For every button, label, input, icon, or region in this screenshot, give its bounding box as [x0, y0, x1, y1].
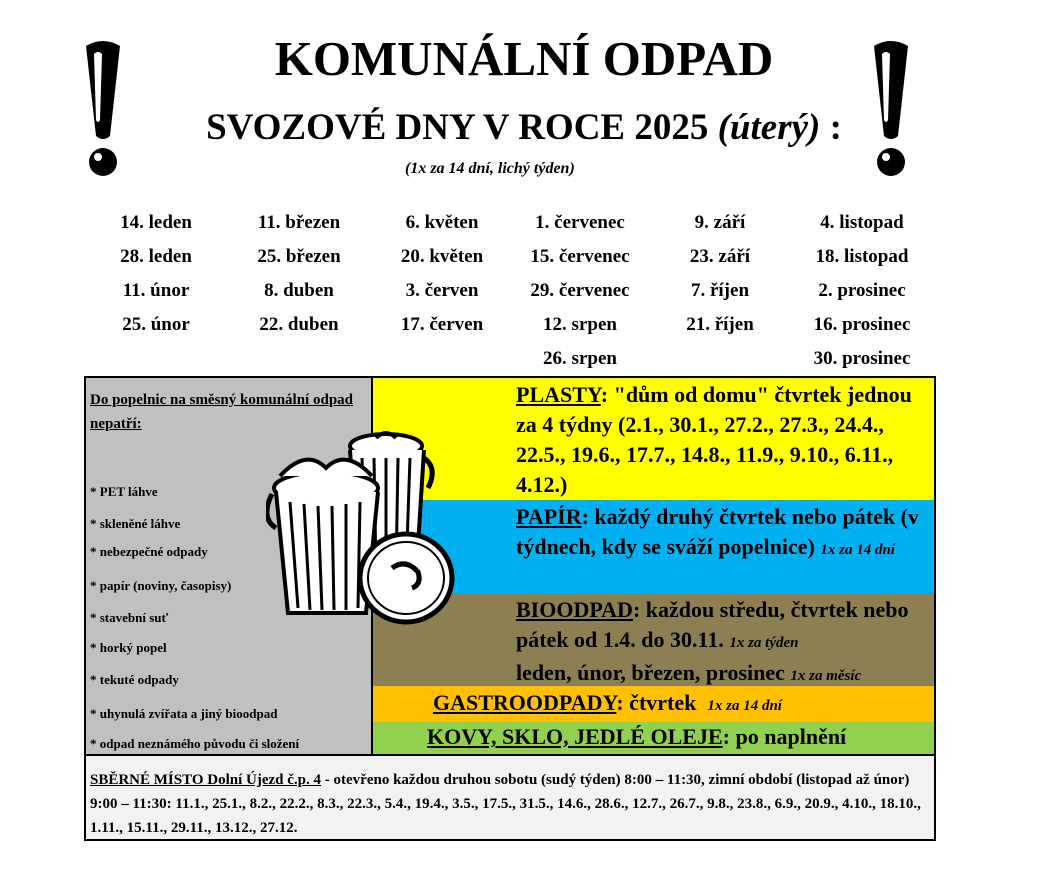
prohibited-item: * skleněné láhve: [90, 516, 181, 531]
subtitle-main: SVOZOVÉ DNY V ROCE 2025: [206, 107, 709, 148]
date-item: 2. prosinec: [818, 280, 906, 301]
papir-frequency: 1x za 14 dní: [820, 542, 895, 558]
date-item: 25. únor: [122, 314, 190, 335]
kovy-section: [373, 722, 934, 754]
prohibited-item: * stavební suť: [90, 610, 169, 625]
trash-bins-illustration: [266, 428, 466, 628]
date-item: 11. březen: [257, 212, 341, 233]
schedule-note: (1x za 14 dní, lichý týden): [405, 160, 575, 177]
waste-info-table: [84, 376, 936, 841]
kovy-text: : po naplnění: [722, 724, 847, 749]
date-item: 1. červenec: [535, 212, 625, 233]
prohibited-item: * PET láhve: [90, 484, 158, 499]
plasty-label: PLASTY: [516, 382, 601, 407]
date-item: 25. březen: [257, 246, 341, 267]
date-item: 4. listopad: [820, 212, 904, 233]
date-item: 26. srpen: [543, 348, 617, 369]
kovy-label: KOVY, SKLO, JEDLÉ OLEJE: [427, 724, 723, 749]
page-subtitle: [0, 106, 1048, 149]
date-item: 12. srpen: [543, 314, 617, 335]
date-item: 3. červen: [405, 280, 479, 301]
date-item: 18. listopad: [815, 246, 909, 267]
gastro-text: : čtvrtek: [616, 690, 697, 715]
date-item: 15. červenec: [530, 246, 630, 267]
subtitle-day: (úterý): [717, 107, 821, 148]
prohibited-item: * nebezpečné odpady: [90, 544, 208, 559]
prohibited-heading: Do popelnic na směsný komunální odpad nepatří:: [90, 392, 353, 432]
dates-column-mar-apr: [243, 210, 355, 346]
bio-text: : každou středu, čtvrtek nebo pátek od 1.4. do 30.11.: [516, 597, 909, 652]
gastro-frequency: 1x za 14 dní: [707, 698, 782, 714]
page-title: KOMUNÁLNÍ ODPAD: [274, 31, 774, 86]
bio-winter-months: leden, únor, březen, prosinec: [516, 660, 785, 685]
prohibited-item: * papír (noviny, časopisy): [90, 578, 232, 593]
dates-column-nov-dec: [800, 210, 924, 380]
plasty-text: : "dům od domu" čtvrtek jednou za 4 týdny (2.1., 30.1., 27.2., 27.3., 24.4., 22.5., 19.6., 17.7., 14.8., 11.9., 9.10., 6.11., 4.12.): [516, 382, 912, 497]
date-item: 7. říjen: [690, 280, 750, 301]
collection-point-text: - otevřeno každou druhou sobotu (sudý týden) 8:00 – 11:30, zimní období (listopad až únor) 9:00 – 11:30: 11.1., 25.1., 8.2., 22.2., 8.3., 22.3., 5.4., 19.4., 3.5., 17.5., 31.5., 14.6., 28.6., 12.7., 26.7., 9.8., 23.8., 6.9., 20.9., 4.10., 18.10., 1.11., 15.11., 29.11., 13.12., 27.12.: [90, 772, 921, 836]
date-item: 20. květen: [400, 246, 484, 267]
dates-column-sep-oct: [672, 210, 768, 346]
date-item: 16. prosinec: [813, 314, 911, 335]
date-item: 17. červen: [400, 314, 484, 335]
date-item: 28. leden: [120, 246, 192, 267]
gastro-section: [373, 686, 934, 722]
date-item: 14. leden: [120, 212, 192, 233]
gastro-label: GASTROODPADY: [433, 690, 617, 715]
date-item: 9. září: [694, 212, 746, 233]
papir-label: PAPÍR: [516, 504, 582, 529]
date-item: 22. duben: [259, 314, 339, 335]
dates-column-jul-aug: [515, 210, 645, 380]
date-item: 23. září: [689, 246, 751, 267]
date-item: 6. květen: [405, 212, 479, 233]
date-item: 29. červenec: [530, 280, 630, 301]
dates-column-may-jun: [388, 210, 496, 346]
date-item: 30. prosinec: [813, 348, 911, 369]
date-item: 11. únor: [122, 280, 190, 301]
bio-frequency-monthly: 1x za měsíc: [790, 668, 862, 684]
date-item: 21. říjen: [686, 314, 754, 335]
bio-frequency-weekly: 1x za týden: [729, 635, 799, 651]
dates-column-jan-feb: [108, 210, 204, 346]
prohibited-item: * horký popel: [90, 640, 167, 655]
prohibited-item: * tekuté odpady: [90, 672, 179, 687]
collection-point-section: [86, 754, 934, 839]
bio-label: BIOODPAD: [516, 597, 633, 622]
papir-text: : každý druhý čtvrtek nebo pátek (v týdnech, kdy se sváží popelnice): [516, 504, 919, 559]
prohibited-item: * uhynulá zvířata a jiný bioodpad: [90, 706, 278, 721]
collection-point-label: SBĚRNÉ MÍSTO Dolní Újezd č.p. 4: [90, 772, 322, 788]
subtitle-colon: :: [829, 107, 842, 148]
prohibited-item: * odpad neznámého původu či složení: [90, 736, 300, 751]
date-item: 8. duben: [264, 280, 334, 301]
